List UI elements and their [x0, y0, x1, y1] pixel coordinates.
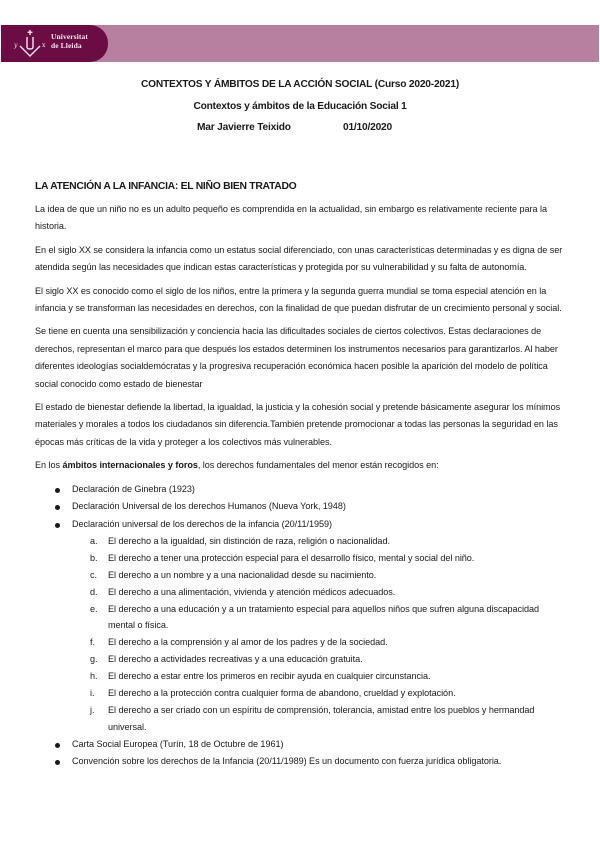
header-band: [1, 25, 599, 62]
right-letter: a.: [90, 535, 98, 546]
bullet-icon: [55, 488, 60, 493]
bullet-icon: [55, 505, 60, 510]
right-text: El derecho a tener una protección especial para el desarrollo físico, mental y social del niño.: [108, 552, 475, 563]
right-item: [72, 567, 565, 584]
right-text: El derecho a estar entre los primeros en recibir ayuda en cualquier circunstancia.: [108, 671, 431, 682]
document-title: CONTEXTOS Y ÁMBITOS DE LA ACCIÓN SOCIAL (Curso 2020-2021): [140, 79, 460, 90]
svg-text:y: y: [14, 42, 18, 49]
bullet-icon: [55, 760, 60, 765]
right-text: El derecho a una educación y a un tratamiento especial para aquellos niños que sufren alguna discapacidad mental o física.: [108, 603, 540, 631]
right-item: [72, 634, 565, 651]
intro-suffix: , los derechos fundamentales del menor están recogidos en:: [197, 460, 439, 471]
right-text: El derecho a un nombre y a una nacionalidad desde su nacimiento.: [108, 569, 377, 580]
right-text: El derecho a la protección contra cualquier forma de abandono, crueldad y explotación.: [108, 688, 456, 699]
right-text: El derecho a la igualdad, sin distinción de raza, religión o nacionalidad.: [108, 535, 390, 546]
university-name: [51, 32, 88, 50]
right-item: [72, 550, 565, 567]
paragraph: El estado de bienestar defiende la libertad, la igualdad, la justicia y la cohesión social y pretende básicamente asegurar los mínimos materiales y morales a todos los ciudadanos sin diferencia.También pretende promocionar a todas las personas la seguridad en las épocas más críticas de la vida y proteger a los colectivos más vulnerables.: [35, 402, 561, 447]
right-text: El derecho a la comprensión y al amor de los padres y de la sociedad.: [108, 637, 388, 648]
intro-paragraph: [35, 457, 565, 474]
paragraph: En el siglo XX se considera la infancia como un estatus social diferenciado, con unas características determinadas y es digna de ser atendida según las necesidades que indican estas características y protegida por su vulnerabilidad y su falta de autonomía.: [35, 244, 563, 273]
university-logo: [1, 25, 108, 62]
right-letter: c.: [90, 569, 97, 580]
right-letter: f.: [90, 637, 95, 648]
logo-line-2: de Lleida: [51, 41, 82, 50]
list-item-text: Declaración Universal de los derechos Humanos (Nueva York, 1948): [72, 501, 346, 512]
right-letter: h.: [90, 671, 98, 682]
right-item: [72, 601, 565, 635]
right-letter: e.: [90, 603, 98, 614]
rights-list: [72, 533, 565, 736]
list-item-text: Convención sobre los derechos de la Infancia (20/11/1989) Es un documento con fuerza jurídica obligatoria.: [72, 756, 502, 767]
right-item: [72, 533, 565, 550]
document-body: [35, 178, 565, 771]
right-letter: d.: [90, 586, 98, 597]
document-date: 01/10/2020: [343, 122, 392, 133]
list-item-text: Carta Social Europea (Turín, 18 de Octubre de 1961): [72, 738, 284, 749]
right-item: [72, 702, 565, 736]
list-item-text: Declaración de Ginebra (1923): [72, 483, 195, 494]
logo-line-1: Universitat: [51, 32, 88, 41]
list-item: [35, 736, 565, 753]
paragraph: Se tiene en cuenta una sensibilización y conciencia hacia las dificultades sociales de ciertos colectivos. Estas declaraciones de derechos, representan el marco para que después los estados determinen los instrumentos necesarios para garantizarlos. Al haber diferentes ideologías socialdemócratas y la progresiva recuperación económica hacen posible la aparición del modelo de política social conocido como estado de bienestar: [35, 326, 558, 389]
list-item: [35, 498, 565, 515]
right-letter: i.: [90, 688, 95, 699]
paragraph: El siglo XX es conocido como el siglo de los niños, entre la primera y la segunda guerra mundial se toma especial atención en la infancia y se transforman las necesidades en derechos, con la finalidad de que puedan disfrutar de un crecimiento personal y social.: [35, 285, 562, 314]
svg-text:x: x: [42, 42, 46, 49]
right-text: El derecho a actividades recreativas y a una educación gratuita.: [108, 654, 363, 665]
right-item: [72, 668, 565, 685]
section-heading: LA ATENCIÓN A LA INFANCIA: EL NIÑO BIEN TRATADO: [35, 181, 297, 192]
paragraph: La idea de que un niño no es un adulto pequeño es comprendida en la actualidad, sin embargo es relativamente reciente para la historia.: [35, 204, 547, 232]
declarations-list: [35, 481, 565, 771]
list-item: [35, 516, 565, 736]
list-item: [35, 481, 565, 498]
intro-bold: ámbitos internacionales y foros: [62, 460, 198, 471]
right-text: El derecho a una alimentación, vivienda y atención médicos adecuados.: [108, 586, 396, 597]
bullet-icon: [55, 523, 60, 528]
right-letter: b.: [90, 552, 98, 563]
right-text: El derecho a ser criado con un espíritu de comprensión, tolerancia, amistad entre los pueblos y hermandad universal.: [108, 704, 535, 732]
author-name: Mar Javierre Teixido: [197, 122, 291, 133]
right-letter: j.: [90, 704, 95, 715]
right-item: [72, 584, 565, 601]
bullet-icon: [55, 743, 60, 748]
document-subtitle: Contextos y ámbitos de la Educación Social 1: [193, 101, 407, 112]
right-item: [72, 685, 565, 702]
university-emblem-icon: [11, 28, 49, 59]
right-item: [72, 651, 565, 668]
list-item-text: Declaración universal de los derechos de la infancia (20/11/1959): [72, 518, 332, 529]
right-letter: g.: [90, 654, 98, 665]
list-item: [35, 753, 565, 770]
intro-prefix: En los: [35, 460, 63, 471]
